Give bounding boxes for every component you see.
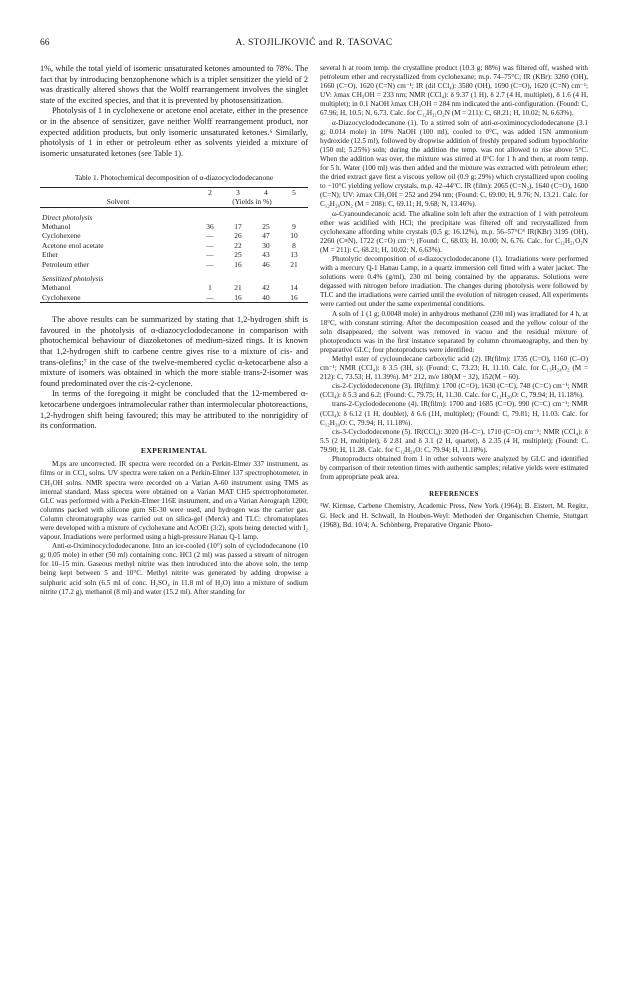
table-cell: Cyclohexene	[42, 231, 81, 241]
table-col-solvent: Solvent	[106, 197, 130, 207]
table-cell: 16	[234, 259, 242, 269]
body-paragraph: several h at room temp. the crystalline product (10.3 g; 88%) was filtered off, washed with petroleum ether and recrystallized from cyclohexane; m.p. 74–75°C; IR (KBr): 3260 (OH), 1660 (C=O), 1620 (C=N) cm⁻¹; IR (dil CCl₄): 3580 (OH), 1690 (C=O), 1620 (C=N) cm⁻¹; UV: λmax CH₃OH = 233 nm; NMR (CCl₄): δ 9.37 (1 H), δ 2.7 (4 H, multiplet), δ 1.6 (4 H, multiplet); in 0.1 NaOH λmax CH₃OH = 284 nm indicated the anti-configuration. (Found: C, 67.96; H, 10.5; N, 6.73. Calc. for C₁₂H₂₁O₂N (M = 211): C, 68.21; H, 10.02; N, 6.63%).	[320, 64, 588, 118]
table-row	[40, 260, 308, 269]
yield-table	[40, 187, 308, 303]
table-cell: 22	[234, 240, 242, 250]
table-row	[40, 241, 308, 250]
body-paragraph: Photolytic decomposition of α-diazocyclododecanone (1). Irradiations were performed with a mercury Q-1 Hanau Lamp, in a quartz immersion cell fitted with a water jacket. The solutions were 0.4% (g/ml), 230 ml being contained by the apparatus. Solutions were degassed with nitrogen before irradiation. The changes during photolysis were followed by TLC and the irradiations were carried until the evolution of nitrogen ceased. All experiments were carried out under the same experimental conditions.	[320, 254, 588, 309]
table-cell: 43	[262, 250, 270, 260]
body-paragraph: cis-3-Cyclododecenone (5). IR(CCl₄): 3020 (H–C=), 1710 (C=O) cm⁻¹; NMR (CCl₄): δ 5.5 (2 H, multiplet), δ 2.81 and δ 3.1 (2 H, quartet), δ 2.35 (4 H, multiplet); (Found: C, 79.90; H, 11.28. Calc. for C₁₂H₂₀O: C, 79.94; H, 11.18%).	[320, 427, 588, 454]
right-column	[320, 64, 588, 530]
table-row	[40, 222, 308, 231]
reference-item: ¹W. Kirmse, Carbene Chemistry, Academic Press, New York (1964); B. Eistert, M. Regitz, G. Heck and H. Schwall, In Houben-Weyl: Methoden der Organischen Chemie, Stuttgart (1968), Bd. 10/4; A. Schönberg, Preparative Organic Photo-	[320, 502, 588, 529]
table-cell: 25	[234, 250, 242, 260]
body-paragraph: Photoproducts obtained from 1 in other solvents were analyzed by GLC and identified by comparison of their retention times with authentic samples; relative yields were estimated from appropriate peak area.	[320, 455, 588, 482]
table-cell: 8	[292, 240, 296, 250]
section-heading-references: REFERENCES	[429, 491, 479, 499]
table-row	[40, 250, 308, 259]
table-cell: 16	[234, 292, 242, 302]
table-col-number: 3	[236, 187, 240, 197]
body-paragraph: A soln of 1 (1 g; 0.0048 mole) in anhydrous methanol (230 ml) was irradiated for 4 h, at 18°C, with constant stirring. After the decomposition ceased and the yellow colour of the soln disappeared, the solvent was removed in vacuo and the residual mixture of photoproducts was in the first instance separated by column chromatography, and then by preparative GLC; four photoproducts were identified:	[320, 309, 588, 354]
table-col-number: 5	[292, 187, 296, 197]
table-row	[40, 283, 308, 292]
table-cell: Petroleum ether	[42, 259, 89, 269]
body-paragraph: M.ps are uncorrected. IR spectra were recorded on a Perkin-Elmer 337 instrument, as films or in CCl₄ solns. UV spectra were taken on a Perkin-Elmer 137 spectrophotometer, in CH₃OH solns. NMR spectra were recorded on a Varian A-60 instrument using TMS as internal standard. Mass spectra were obtained on a Varian MAT CH5 spectrophotometer. GLC was performed with a Perkin-Elmer 116E instrument, and on a Varian Aerograph 1200; columns packed with silicone gum SE-30 were used, and hydrogen was the carrier gas. Column chromatography was carried out on silica-gel (Merck) and TLC: chromatoplates were developed with a mixture of cyclohexane and AcOEt (3:2), spots being detected with I₂ vapour. Irradiations were performed using a high-pressure Hanau Q-1 lamp.	[40, 460, 308, 542]
table-cell: 40	[262, 292, 270, 302]
table-cell: 1	[208, 283, 212, 293]
table-cell: 17	[234, 221, 242, 231]
table-caption: Table 1. Photochemical decomposition of α-diazocyclododecanone	[74, 173, 274, 183]
table-col-number: 2	[208, 187, 212, 197]
table-col-yields: (Yields in %)	[232, 197, 272, 207]
body-paragraph: 1%, while the total yield of isomeric unsaturated ketones amounted to 78%. The fact that by introducing benzophenone which is a triplet sensitizer the yield of 2 was drastically altered shows that the Wolff rearrangement involves the singlet state of the excited species, and that it is prevented by photosensitization.	[40, 64, 308, 105]
table-cell: —	[206, 231, 214, 241]
body-paragraph: ω-Cyanoundecanoic acid. The alkaline soln left after the extraction of 1 with petroleum ether was acidified with HCl; the precipitate was filtered off and recrystallized from cyclohexane affording white crystals (0.5 g; 16.12%), m.p. 56–57°C⁸ IR(KBr) 3195 (OH), 2260 (C≡N), 1722 (C=O) cm⁻¹; (Found: C, 68.03; H, 10.00; N, 6.76. Calc. for C₁₂H₂₁O₂N (M = 211): C, 68.21; H, 10.02; N, 6.63%).	[320, 209, 588, 254]
body-paragraph: cis-2-Cyclododecenone (3). IR(film): 1700 (C=O), 1630 (C=C), 748 (C=C) cm⁻¹; NMR (CCl₄): δ 5.3 and 6.2; (Found: C, 79.75; H, 11.30. Calc. for C₁₂H₂₀O: C, 79.94; H, 11.18%).	[320, 382, 588, 400]
table-cell: —	[206, 292, 214, 302]
table-cell: —	[206, 250, 214, 260]
results-table	[40, 173, 308, 303]
table-cell: 47	[262, 231, 270, 241]
table-cell: 10	[290, 231, 298, 241]
running-head-authors: A. STOJILJKOVIĆ and R. TASOVAC	[235, 38, 393, 48]
body-paragraph: α-Diazocyclododecanone (1). To a stirred soln of anti-α-oximinocyclododecanone (3.1 g; 0.014 mole) in 10% NaOH (100 ml), cooled to 0°C, was added 15N ammonium hydroxide (12.5 ml), followed by dropwise addition of freshly prepared sodium hypochlorite (150 ml; 5.25%) soln; during the addition the temp. was not allowed to rise above 5°C. When the addition was over, the mixture was stirred at 0°C for 1 h and then, at room temp. for 5 h. Water (100 ml) was then added and the mixture was extracted with petroleum ether; the dried extract gave first a viscous yellow oil (0.9 g; 29%) which crystallized upon cooling to −10°C yielding yellow crystals, m.p. 42–44°C. IR (film): 2065 (C=N₂), 1640 (C=O), 1600 (C=N); UV: λmax CH₃OH = 252 and 294 nm; (Found: C, 69.00; H, 9.76; N, 13.21. Calc. for C₁₂H₂₀ON₂ (M = 208): C, 69.11; H, 9.68; N, 13.46%).	[320, 118, 588, 209]
body-paragraph: Anti-α-Oximinocyclododecanone. Into an ice-cooled (10°) soln of cyclododecanone (10 g; 0.05 mole) in ether (50 ml) containing conc. HCl (2 ml) was passed a stream of nitrogen for 10–15 min. Gaseous methyl nitrite was then introduced into the above soln, the temp being kept between 5 and 10°C. Methyl nitrite was generated by adding dropwise a sulphuric acid soln (6.5 ml of conc. H₂SO₄ in 11.8 ml of H₂O) into a mixture of sodium nitrite (17.2 g), methanol (8 ml) and water (15.2 ml). After standing for	[40, 542, 308, 596]
table-cell: 21	[290, 259, 298, 269]
table-cell: —	[206, 259, 214, 269]
section-heading-experimental: EXPERIMENTAL	[140, 445, 208, 455]
body-paragraph: The above results can be summarized by stating that 1,2-hydrogen shift is favoured in the photolysis of α-diazocyclododecanone in comparison with photochemical behaviour of diazoketones of medium-sized rings. It is known that 1,2-hydrogen shift to carbene centre gives rise to a mixture of cis- and trans-olefins;⁷ in the case of the twelve-membered cyclic α-ketocarbene also a mixture of isomers was obtained in which the more stable trans-2-isomer was found predominated over the cis-2-cyclenone.	[40, 315, 308, 388]
table-cell: 21	[234, 283, 242, 293]
table-cell: 46	[262, 259, 270, 269]
body-paragraph: In terms of the foregoing it might be concluded that the 12-membered α-ketocarbene undergoes intramolecular rather than intermolecular photoreactions, 1,2-hydrogen shift being favoured; this may be attributed to the nonrigidity of its conformation.	[40, 389, 308, 431]
table-row	[40, 231, 308, 240]
table-cell: Cyclohexene	[42, 292, 81, 302]
table-cell: 9	[292, 221, 296, 231]
body-paragraph: trans-2-Cyclododecenone (4). IR(film): 1700 and 1685 (C=O), 990 (C=C) cm⁻¹; NMR (CCl₄): δ 6.12 (1 H, doublet), δ 6.6 (1H, multiplet); (Found: C, 79.81; H, 11.03. Calc. for C₁₂H₂₀O: C, 79.94; H, 11.18%).	[320, 400, 588, 427]
table-col-number: 4	[264, 187, 268, 197]
table-section-title: Direct photolysis	[42, 212, 93, 222]
table-cell: 13	[290, 250, 298, 260]
table-cell: 36	[206, 221, 214, 231]
table-cell: Methanol	[42, 221, 71, 231]
body-paragraph: Photolysis of 1 in cyclohexene or acetone enol acetate, either in the presence or in the absence of sensitizer, gave neither Wolff rearrangement product, nor expected addition products, but only isomeric unsaturated ketones.⁶ Similarly, photolysis of 1 in ether or petroleum ether as solvents yieided a mixture of isomeric unsaturated ketones (see Table 1).	[40, 106, 308, 158]
table-cell: 30	[262, 240, 270, 250]
table-cell: Ether	[42, 250, 59, 260]
table-cell: 16	[290, 292, 298, 302]
table-cell: Methanol	[42, 283, 71, 293]
table-cell: 42	[262, 283, 270, 293]
table-cell: 14	[290, 283, 298, 293]
table-cell: —	[206, 240, 214, 250]
table-cell: Acetone enol acetate	[42, 240, 104, 250]
table-header-blank	[40, 187, 196, 197]
table-section-title: Sensitized photolysis	[42, 274, 104, 283]
table-cell: 25	[262, 221, 270, 231]
left-column	[40, 64, 308, 597]
body-paragraph: Methyl ester of cycloundecane carboxylic acid (2). IR(film): 1735 (C=O), 1160 (C–O) cm⁻¹; NMR (CCl₄): δ 3.5 (3H, s); (Found: C, 73.23; H, 11.10. Calc. for C₁₃H₂₄O₂ (M = 212): C, 73.53; H, 11.39%). M⁺ 212, m/e 180(M − 32), 152(M − 60).	[320, 355, 588, 382]
table-row	[40, 293, 308, 303]
page-number: 66	[40, 38, 50, 48]
table-cell: 26	[234, 231, 242, 241]
